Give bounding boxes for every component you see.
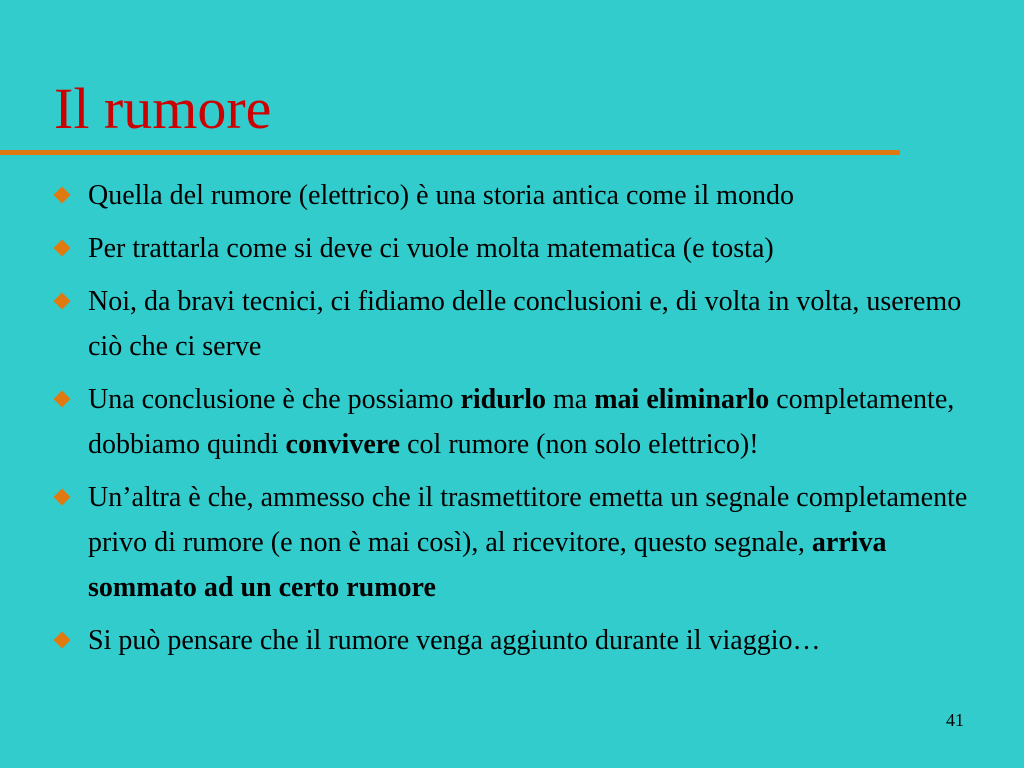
bullet-text: Per trattarla come si deve ci vuole molta matematica (e tosta) (88, 233, 774, 264)
bullet-item (0, 279, 1024, 369)
bullet-text: Un’altra è che, ammesso che il trasmettitore emetta un segnale completamente privo di rumore (e non è mai così), al ricevitore, questo segnale, (88, 482, 968, 558)
diamond-bullet-icon (54, 632, 71, 649)
slide-title: Il rumore (54, 76, 272, 141)
bullet-text: completamente, dobbiamo quindi (88, 384, 955, 460)
page-number: 41 (946, 710, 964, 730)
diamond-bullet-icon (54, 489, 71, 506)
bullet-item (0, 475, 1024, 610)
bullet-text: Noi, da bravi tecnici, ci fidiamo delle conclusioni e, di volta in volta, useremo ciò che ci serve (88, 286, 962, 362)
bullet-list (0, 173, 1024, 671)
emphasis-text: arriva sommato ad un certo rumore (88, 527, 887, 603)
bullet-item (0, 618, 1024, 663)
diamond-bullet-icon (54, 391, 71, 408)
bullet-item (0, 377, 1024, 467)
bullet-item (0, 226, 1024, 271)
emphasis-text: convivere (285, 429, 401, 460)
title-divider (0, 150, 900, 155)
bullet-text: Si può pensare che il rumore venga aggiunto durante il viaggio… (88, 625, 821, 656)
bullet-text: Quella del rumore (elettrico) è una storia antica come il mondo (88, 180, 794, 211)
bullet-text: ma (546, 384, 595, 415)
bullet-text: col rumore (non solo elettrico)! (400, 429, 759, 460)
bullet-item (0, 173, 1024, 218)
emphasis-text: ridurlo (460, 384, 547, 415)
bullet-text: Una conclusione è che possiamo (88, 384, 461, 415)
diamond-bullet-icon (54, 240, 71, 257)
diamond-bullet-icon (54, 187, 71, 204)
emphasis-text: mai eliminarlo (594, 384, 770, 415)
diamond-bullet-icon (54, 293, 71, 310)
